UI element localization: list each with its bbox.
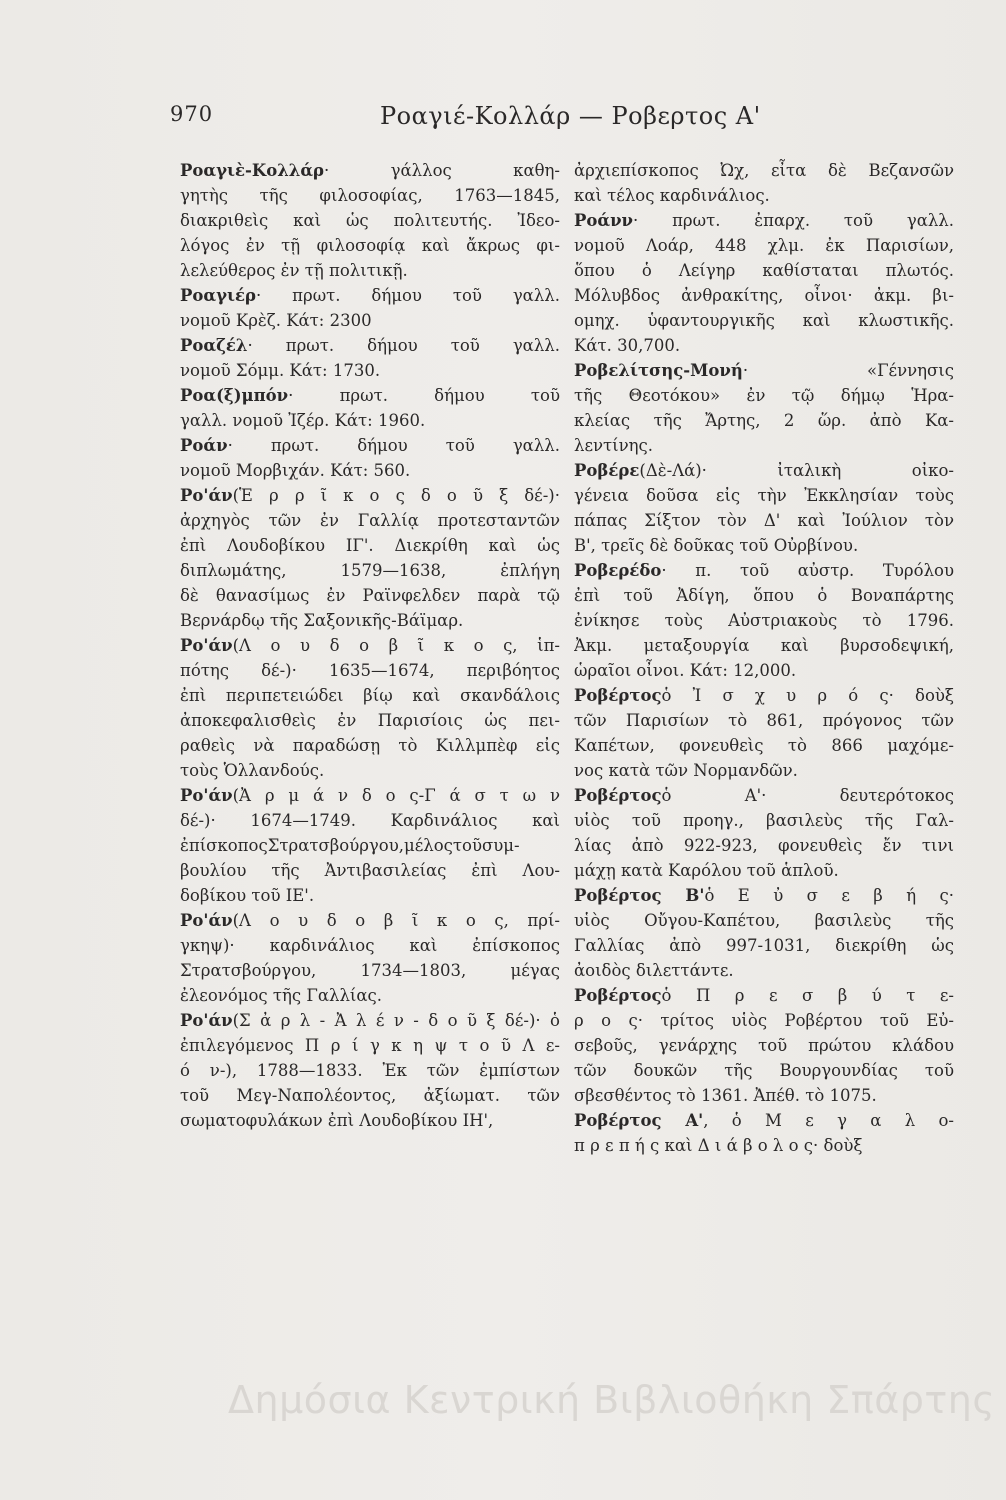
text-line bbox=[180, 183, 560, 208]
entry-text: ἐπὶ τοῦ Ἀδίγη, ὅπου ὁ Βοναπάρτης bbox=[574, 586, 954, 605]
text-line bbox=[574, 733, 954, 758]
text-line bbox=[180, 958, 560, 983]
text-line bbox=[574, 958, 954, 983]
text-line bbox=[574, 483, 954, 508]
entry-headword-line bbox=[180, 908, 560, 933]
entry-text: Κάτ. 30,700. bbox=[574, 336, 681, 355]
entry-text: (Δὲ-Λά)· ἰταλικὴ οἰκο- bbox=[639, 461, 954, 480]
entry-headword: Ρο'άν bbox=[180, 786, 233, 805]
entry-text: πάπας Σίξτον τὸν Δ' καὶ Ἰούλιον τὸν bbox=[574, 511, 954, 530]
entry-text: διακριθεὶς καὶ ὡς πολιτευτής. Ἰδεο- bbox=[180, 211, 560, 230]
text-line bbox=[574, 158, 954, 183]
entry-text: νομοῦ Κρὲζ. Κάτ: 2300 bbox=[180, 311, 372, 330]
entry-headword-line bbox=[180, 158, 560, 183]
entry-headword: Ροαγιέρ bbox=[180, 286, 256, 305]
entry-headword-line bbox=[574, 458, 954, 483]
entry-headword-line bbox=[180, 333, 560, 358]
entry-text: (Ἀ ρ μ ά ν δ ο ς-Γ ά σ τ ω ν bbox=[232, 786, 560, 805]
entry-headword: Ροαζέλ bbox=[180, 336, 248, 355]
entry-text: , ὁ Μ ε γ α λ ο- bbox=[703, 1111, 954, 1130]
entry-text: ἀοιδὸς διλεττάντε. bbox=[574, 961, 734, 980]
entry-text: νομοῦ Λοάρ, 448 χλμ. ἐκ Παρισίων, bbox=[574, 236, 954, 255]
text-line bbox=[574, 1083, 954, 1108]
text-line bbox=[574, 633, 954, 658]
text-line bbox=[574, 333, 954, 358]
entry-text: · πρωτ. δήμου τοῦ γαλλ. bbox=[247, 336, 560, 355]
text-line bbox=[180, 883, 560, 908]
entry-headword: Ροα(ξ)μπόν bbox=[180, 386, 289, 405]
text-line bbox=[180, 533, 560, 558]
entry-headword-line bbox=[574, 358, 954, 383]
text-line bbox=[180, 508, 560, 533]
text-line bbox=[574, 908, 954, 933]
text-line bbox=[180, 658, 560, 683]
text-line bbox=[180, 558, 560, 583]
entry-text: · π. τοῦ αὐστρ. Τυρόλου bbox=[661, 561, 954, 580]
entry-text: · πρωτ. δήμου τοῦ bbox=[288, 386, 560, 405]
entry-text: λεντίνης. bbox=[574, 436, 654, 455]
text-line bbox=[574, 658, 954, 683]
entry-headword: Ροάν bbox=[180, 436, 228, 455]
text-line bbox=[574, 233, 954, 258]
running-head: Ροαγιέ-Κολλάρ — Ροβερτος Α' bbox=[380, 102, 761, 130]
right-column bbox=[574, 158, 954, 1158]
entry-text: ὁ Ε ὐ σ ε β ή ς· bbox=[704, 886, 954, 905]
text-line bbox=[180, 808, 560, 833]
entry-text: πότης δέ-)· 1635—1674, περιβόητος bbox=[180, 661, 560, 680]
entry-text: γκηψ)· καρδινάλιος καὶ ἐπίσκοπος bbox=[180, 936, 560, 955]
entry-text: ὁ Ἰ σ χ υ ρ ό ς· δοὺξ bbox=[661, 686, 954, 705]
entry-headword: Ρο'άν bbox=[180, 486, 233, 505]
text-line bbox=[574, 933, 954, 958]
text-line bbox=[180, 758, 560, 783]
entry-text: ὁ Π ρ ε σ β ύ τ ε- bbox=[661, 986, 954, 1005]
left-column bbox=[180, 158, 560, 1133]
entry-text: λίας ἀπὸ 922-923, φονευθεὶς ἔν τινι bbox=[574, 836, 954, 855]
entry-text: ἀποκεφαλισθεὶς ἐν Παρισίοις ὡς πει- bbox=[180, 711, 560, 730]
entry-text: ἐλεονόμος τῆς Γαλλίας. bbox=[180, 986, 383, 1005]
entry-text: Γαλλίας ἀπὸ 997-1031, διεκρίθη ὡς bbox=[574, 936, 954, 955]
text-line bbox=[180, 733, 560, 758]
entry-text: υἱὸς Οὔγου-Καπέτου, βασιλεὺς τῆς bbox=[574, 911, 954, 930]
entry-text: ὁ Α'· δευτερότοκος bbox=[661, 786, 954, 805]
text-line bbox=[180, 1058, 560, 1083]
entry-headword-line bbox=[180, 633, 560, 658]
entry-text: δὲ θανασίμως ἐν Ραϊνφελδεν παρὰ τῷ bbox=[180, 586, 560, 605]
text-line bbox=[180, 1033, 560, 1058]
entry-text: ραθεὶς νὰ παραδώσῃ τὸ Κιλλμπὲφ εἰς bbox=[180, 736, 560, 755]
entry-headword-line bbox=[574, 558, 954, 583]
text-line bbox=[180, 458, 560, 483]
entry-headword-line bbox=[180, 383, 560, 408]
text-line bbox=[574, 708, 954, 733]
text-line bbox=[574, 258, 954, 283]
text-line bbox=[574, 583, 954, 608]
text-line bbox=[180, 933, 560, 958]
entry-text: νομοῦ Μορβιχάν. Κάτ: 560. bbox=[180, 461, 411, 480]
text-line bbox=[180, 683, 560, 708]
entry-text: ἐπιλεγόμενος Π ρ ί γ κ η ψ τ ο ῦ Λ ε- bbox=[180, 1036, 560, 1055]
text-line bbox=[574, 283, 954, 308]
entry-text: δοβίκου τοῦ ΙΕ'. bbox=[180, 886, 315, 905]
entry-text: ὡραῖοι οἶνοι. Κάτ: 12,000. bbox=[574, 661, 797, 680]
entry-text: ἐπίσκοποςΣτρατσβούργου,μέλοςτοῦσυμ- bbox=[180, 836, 520, 855]
entry-headword-line bbox=[180, 283, 560, 308]
text-line bbox=[574, 183, 954, 208]
entry-text: · πρωτ. δήμου τοῦ γαλλ. bbox=[256, 286, 560, 305]
entry-text: · πρωτ. δήμου τοῦ γαλλ. bbox=[227, 436, 560, 455]
text-line bbox=[574, 833, 954, 858]
entry-text: Καπέτων, φονευθεὶς τὸ 866 μαχόμε- bbox=[574, 736, 954, 755]
text-line bbox=[574, 808, 954, 833]
entry-text: Βερνάρδῳ τῆς Σαξονικῆς-Βάϊμαρ. bbox=[180, 611, 464, 630]
entry-text: τῶν δουκῶν τῆς Βουργουνδίας τοῦ bbox=[574, 1061, 954, 1080]
text-line bbox=[180, 1108, 560, 1133]
entry-headword: Ρο'άν bbox=[180, 636, 233, 655]
entry-text: ἀρχιεπίσκοπος Ὠχ, εἶτα δὲ Βεζανσῶν bbox=[574, 161, 954, 180]
entry-text: ἐπὶ Λουδοβίκου ΙΓ'. Διεκρίθη καὶ ὡς bbox=[180, 536, 560, 555]
entry-text: γαλλ. νομοῦ Ἰζέρ. Κάτ: 1960. bbox=[180, 411, 426, 430]
text-line bbox=[574, 758, 954, 783]
entry-text: Στρατσβούργου, 1734—1803, μέγας bbox=[180, 961, 560, 980]
entry-text: σβεσθέντος τὸ 1361. Ἀπέθ. τὸ 1075. bbox=[574, 1086, 877, 1105]
entry-text: τοὺς Ὁλλανδούς. bbox=[180, 761, 325, 780]
entry-text: ἐπὶ περιπετειώδει βίῳ καὶ σκανδάλοις bbox=[180, 686, 560, 705]
text-line bbox=[180, 583, 560, 608]
entry-text: σεβοῦς, γενάρχης τοῦ πρώτου κλάδου bbox=[574, 1036, 954, 1055]
entry-headword: Ροβέρτος bbox=[574, 786, 662, 805]
entry-headword-line bbox=[180, 783, 560, 808]
text-line bbox=[574, 408, 954, 433]
entry-text: Ἀκμ. μεταξουργία καὶ βυρσοδεψική, bbox=[574, 636, 954, 655]
entry-headword-line bbox=[574, 883, 954, 908]
text-line bbox=[574, 608, 954, 633]
entry-text: (Λ ο υ δ ο β ῖ κ ο ς, πρί- bbox=[232, 911, 560, 930]
entry-headword: Ροβέρτος Α' bbox=[574, 1111, 704, 1130]
text-line bbox=[574, 1008, 954, 1033]
entry-text: κλείας τῆς Ἄρτης, 2 ὥρ. ἀπὸ Κα- bbox=[574, 411, 954, 430]
text-line bbox=[180, 708, 560, 733]
entry-text: μάχῃ κατὰ Καρόλου τοῦ ἁπλοῦ. bbox=[574, 861, 839, 880]
entry-headword-line bbox=[574, 983, 954, 1008]
library-watermark: Δημόσια Κεντρική Βιβλιοθήκη Σπάρτης bbox=[228, 1378, 996, 1422]
entry-text: ἐνίκησε τοὺς Αὐστριακοὺς τὸ 1796. bbox=[574, 611, 954, 630]
entry-text: (Ἑ ρ ρ ῖ κ ο ς δ ο ῦ ξ δέ-)· bbox=[232, 486, 560, 505]
entry-text: ρ ο ς· τρίτος υἱὸς Ροβέρτου τοῦ Εὐ- bbox=[574, 1011, 954, 1030]
entry-text: σωματοφυλάκων ἐπὶ Λουδοβίκου ΙΗ', bbox=[180, 1111, 494, 1130]
entry-text: τῆς Θεοτόκου» ἐν τῷ δήμῳ Ἡρα- bbox=[574, 386, 954, 405]
page-number: 970 bbox=[170, 102, 214, 126]
entry-headword: Ροβέρτος Β' bbox=[574, 886, 705, 905]
entry-text: δέ-)· 1674—1749. Καρδινάλιος καὶ bbox=[180, 811, 560, 830]
entry-text: τοῦ Μεγ-Ναπολέοντος, ἀξίωματ. τῶν bbox=[180, 1086, 560, 1105]
entry-headword: Ροβελίτσης-Μονή bbox=[574, 361, 743, 380]
entry-text: ό ν-), 1788—1833. Ἐκ τῶν ἐμπίστων bbox=[180, 1061, 560, 1080]
entry-headword-line bbox=[180, 483, 560, 508]
entry-text: ὅπου ὁ Λείγηρ καθίσταται πλωτός. bbox=[574, 261, 954, 280]
text-line bbox=[180, 358, 560, 383]
entry-text: λελεύθερος ἐν τῇ πολιτικῇ. bbox=[180, 261, 408, 280]
entry-headword: Ρο'άν bbox=[180, 911, 233, 930]
text-line bbox=[574, 433, 954, 458]
text-line bbox=[180, 833, 560, 858]
entry-headword: Ροβερέδο bbox=[574, 561, 662, 580]
entry-headword-line bbox=[180, 1008, 560, 1033]
text-line bbox=[574, 1033, 954, 1058]
entry-text: τῶν Παρισίων τὸ 861, πρόγονος τῶν bbox=[574, 711, 954, 730]
entry-text: διπλωμάτης, 1579—1638, ἐπλήγη bbox=[180, 561, 560, 580]
entry-text: νος κατὰ τῶν Νορμανδῶν. bbox=[574, 761, 798, 780]
text-line bbox=[180, 983, 560, 1008]
text-line bbox=[180, 608, 560, 633]
text-line bbox=[180, 308, 560, 333]
entry-headword: Ροβέρτος bbox=[574, 686, 662, 705]
entry-text: Β', τρεῖς δὲ δοῦκας τοῦ Οὐρβίνου. bbox=[574, 536, 859, 555]
page-header bbox=[170, 102, 950, 142]
entry-headword-line bbox=[574, 783, 954, 808]
entry-text: υἱὸς τοῦ προηγ., βασιλεὺς τῆς Γαλ- bbox=[574, 811, 954, 830]
text-line bbox=[180, 233, 560, 258]
entry-text: γένεια δοῦσα εἰς τὴν Ἐκκλησίαν τοὺς bbox=[574, 486, 954, 505]
entry-text: λόγος ἐν τῇ φιλοσοφίᾳ καὶ ἄκρως φι- bbox=[180, 236, 560, 255]
entry-text: καὶ τέλος καρδινάλιος. bbox=[574, 186, 770, 205]
entry-headword-line bbox=[574, 1108, 954, 1133]
entry-text: Μόλυβδος ἀνθρακίτης, οἶνοι· ἀκμ. βι- bbox=[574, 286, 954, 305]
text-line bbox=[574, 1058, 954, 1083]
entry-text: ἀρχηγὸς τῶν ἐν Γαλλίᾳ προτεσταντῶν bbox=[180, 511, 560, 530]
entry-text: (Σ ἀ ρ λ - Ἀ λ έ ν - δ ο ῦ ξ δέ-)· ὁ bbox=[232, 1011, 560, 1030]
entry-headword-line bbox=[180, 433, 560, 458]
entry-text: ομηχ. ὑφαντουργικῆς καὶ κλωστικῆς. bbox=[574, 311, 954, 330]
text-line bbox=[180, 1083, 560, 1108]
entry-headword: Ροάνν bbox=[574, 211, 634, 230]
entry-headword-line bbox=[574, 208, 954, 233]
entry-headword-line bbox=[574, 683, 954, 708]
entry-text: π ρ ε π ή ς καὶ Δ ι ά β ο λ ο ς· δοὺξ bbox=[574, 1136, 863, 1155]
text-line bbox=[180, 858, 560, 883]
text-line bbox=[574, 858, 954, 883]
entry-headword: Ρο'άν bbox=[180, 1011, 233, 1030]
entry-headword: Ροβέρε bbox=[574, 461, 640, 480]
text-line bbox=[180, 208, 560, 233]
text-line bbox=[574, 533, 954, 558]
text-line bbox=[574, 383, 954, 408]
text-line bbox=[574, 1133, 954, 1158]
text-line bbox=[180, 408, 560, 433]
entry-text: · «Γέννησις bbox=[742, 361, 954, 380]
entry-text: (Λ ο υ δ ο β ῖ κ ο ς, ἱπ- bbox=[232, 636, 560, 655]
entry-text: · πρωτ. ἐπαρχ. τοῦ γαλλ. bbox=[633, 211, 954, 230]
entry-headword: Ροβέρτος bbox=[574, 986, 662, 1005]
entry-text: νομοῦ Σόμμ. Κάτ: 1730. bbox=[180, 361, 381, 380]
entry-text: βουλίου τῆς Ἀντιβασιλείας ἐπὶ Λου- bbox=[180, 861, 560, 880]
text-line bbox=[180, 258, 560, 283]
text-line bbox=[574, 308, 954, 333]
entry-text: γητὴς τῆς φιλοσοφίας, 1763—1845, bbox=[180, 186, 560, 205]
text-line bbox=[574, 508, 954, 533]
entry-text: · γάλλος καθη- bbox=[324, 161, 560, 180]
entry-headword: Ροαγιὲ-Κολλάρ bbox=[180, 161, 325, 180]
